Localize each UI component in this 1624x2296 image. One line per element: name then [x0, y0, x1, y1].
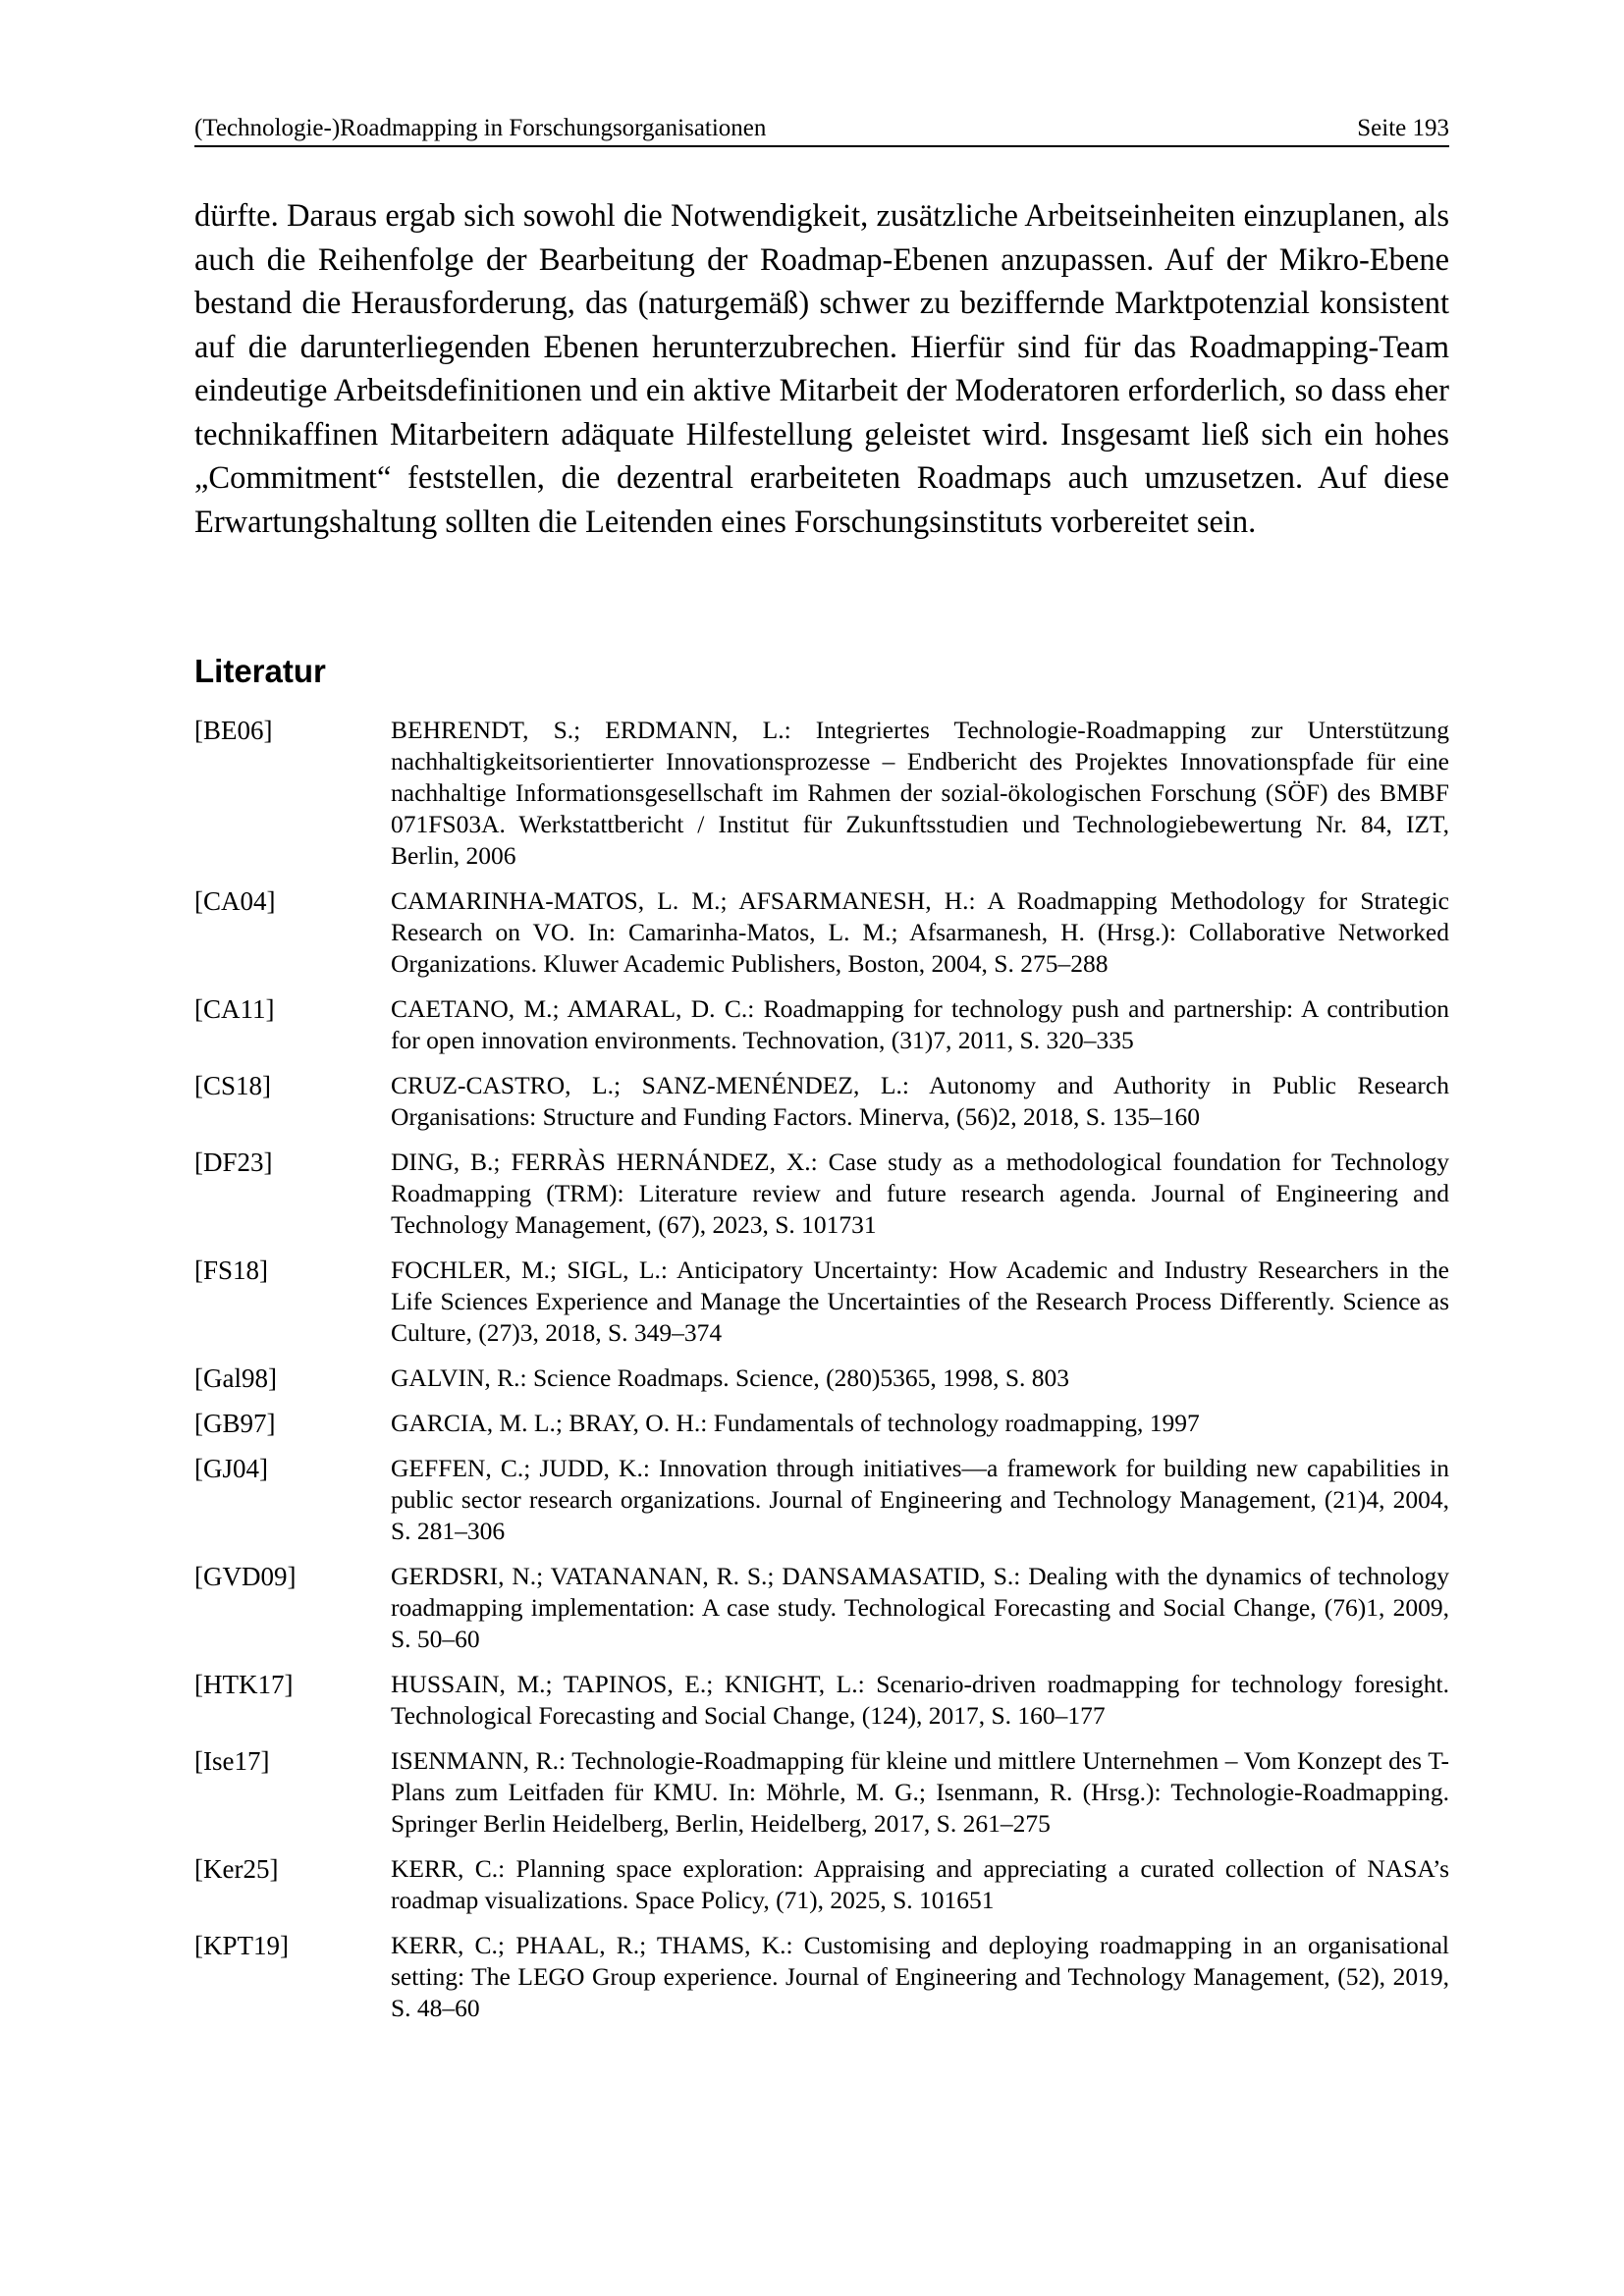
reference-key: [GB97]	[194, 1409, 276, 1438]
reference-text: KERR, C.; PHAAL, R.; THAMS, K.: Customising and deploying roadmapping in an organisational setting: The LEGO Group experience. Journal of Engineering and Technology Management, (52), 2019, S. 48–60	[391, 1931, 1449, 2022]
reference-text: CAMARINHA-MATOS, L. M.; AFSARMANESH, H.: A Roadmapping Methodology for Strategic Research on VO. In: Camarinha-Matos, L. M.; Afsarmanesh, H. (Hrsg.): Collaborative Networked Organizations. Kluwer Academic Publishers, Boston, 2004, S. 275–288	[391, 886, 1449, 978]
reference-key: [Ise17]	[194, 1746, 270, 1776]
section-heading-literatur: Literatur	[194, 653, 326, 689]
reference-text: BEHRENDT, S.; ERDMANN, L.: Integriertes Technologie-Roadmapping zur Unterstützung nachhaltigkeitsorientierter Innovationsprozesse – Endbericht des Projektes Innovationspfade für eine nachhaltige Informationsgesellschaft im Rahmen der sozial-ökologischen Forschung (SÖF) des BMBF 071FS03A. Werkstattbericht / Institut für Zukunftsstudien und Technologiebewertung Nr. 84, IZT, Berlin, 2006	[391, 716, 1449, 870]
reference-text: GEFFEN, C.; JUDD, K.: Innovation through initiatives—a framework for building new capabilities in public sector research organizations. Journal of Engineering and Technology Management, (21)4, 2004, S. 281–306	[391, 1454, 1449, 1545]
reference-key: [BE06]	[194, 716, 273, 745]
running-header	[194, 110, 1449, 147]
reference-key: [FS18]	[194, 1255, 269, 1285]
reference-key: [GJ04]	[194, 1454, 268, 1483]
reference-text: GALVIN, R.: Science Roadmaps. Science, (280)5365, 1998, S. 803	[391, 1363, 1070, 1392]
reference-key: [KPT19]	[194, 1931, 289, 1960]
reference-key: [CS18]	[194, 1071, 272, 1100]
reference-entry	[194, 1669, 1449, 1732]
reference-text: DING, B.; FERRÀS HERNÁNDEZ, X.: Case study as a methodological foundation for Technology Roadmapping (TRM): Literature review and future research agenda. Journal of Engineering and Technology Management, (67), 2023, S. 101731	[391, 1148, 1449, 1239]
reference-key: [Gal98]	[194, 1363, 277, 1393]
reference-entry	[194, 1408, 1449, 1439]
body-paragraph: dürfte. Daraus ergab sich sowohl die Notwendigkeit, zusätzliche Arbeitseinheiten einzuplanen, als auch die Reihenfolge der Bearbeitung der Roadmap-Ebenen anzupassen. Auf der Mikro-Ebene bestand die Herausforderung, das (naturgemäß) schwer zu beziffernde Marktpotenzial konsistent auf die darunterliegenden Ebenen herunterzubrechen. Hierfür sind für das Roadmapping-Team eindeutige Arbeitsdefinitionen und ein aktive Mitarbeit der Moderatoren erforderlich, so dass eher technikaffinen Mitarbeitern adäquate Hilfestellung geleistet wird. Insgesamt ließ sich ein hohes „Commitment“ feststellen, die dezentral erarbeiteten Roadmaps auch umzusetzen. Auf diese Erwartungshaltung sollten die Leitenden eines Forschungsinstituts vorbereitet sein.	[194, 198, 1449, 540]
reference-entry	[194, 1453, 1449, 1547]
reference-entry	[194, 1745, 1449, 1840]
reference-entry	[194, 1561, 1449, 1655]
reference-entry	[194, 715, 1449, 872]
reference-key: [CA11]	[194, 994, 275, 1024]
reference-key: [CA04]	[194, 886, 276, 916]
reference-entry	[194, 1853, 1449, 1916]
reference-key: [DF23]	[194, 1148, 273, 1177]
reference-text: CAETANO, M.; AMARAL, D. C.: Roadmapping for technology push and partnership: A contribution for open innovation environments. Technovation, (31)7, 2011, S. 320–335	[391, 994, 1449, 1054]
reference-entry	[194, 993, 1449, 1056]
reference-text: GERDSRI, N.; VATANANAN, R. S.; DANSAMASATID, S.: Dealing with the dynamics of technology roadmapping implementation: A case study. Technological Forecasting and Social Change, (76)1, 2009, S. 50–60	[391, 1562, 1449, 1653]
reference-text: FOCHLER, M.; SIGL, L.: Anticipatory Uncertainty: How Academic and Industry Researchers in the Life Sciences Experience and Manage the Uncertainties of the Research Process Differently. Science as Culture, (27)3, 2018, S. 349–374	[391, 1255, 1449, 1347]
reference-entry	[194, 1362, 1449, 1394]
reference-entry	[194, 1147, 1449, 1241]
reference-text: GARCIA, M. L.; BRAY, O. H.: Fundamentals of technology roadmapping, 1997	[391, 1409, 1200, 1437]
reference-text: HUSSAIN, M.; TAPINOS, E.; KNIGHT, L.: Scenario-driven roadmapping for technology foresight. Technological Forecasting and Social Change, (124), 2017, S. 160–177	[391, 1670, 1449, 1730]
reference-entry	[194, 1070, 1449, 1133]
reference-text: KERR, C.: Planning space exploration: Appraising and appreciating a curated collection of NASA’s roadmap visualizations. Space Policy, (71), 2025, S. 101651	[391, 1854, 1449, 1914]
reference-text: CRUZ-CASTRO, L.; SANZ-MENÉNDEZ, L.: Autonomy and Authority in Public Research Organisations: Structure and Funding Factors. Minerva, (56)2, 2018, S. 135–160	[391, 1071, 1449, 1131]
reference-entry	[194, 1255, 1449, 1349]
reference-entry	[194, 1930, 1449, 2024]
page-number: Seite 193	[1357, 115, 1449, 141]
reference-list	[194, 715, 1449, 2038]
reference-key: [HTK17]	[194, 1670, 294, 1699]
running-title: (Technologie-)Roadmapping in Forschungsorganisationen	[194, 115, 767, 141]
reference-entry	[194, 885, 1449, 980]
reference-key: [Ker25]	[194, 1854, 279, 1884]
reference-text: ISENMANN, R.: Technologie-Roadmapping für kleine und mittlere Unternehmen – Vom Konzept des T-Plans zum Leitfaden für KMU. In: Möhrle, M. G.; Isenmann, R. (Hrsg.): Technologie-Roadmapping. Springer Berlin Heidelberg, Berlin, Heidelberg, 2017, S. 261–275	[391, 1746, 1449, 1838]
reference-key: [GVD09]	[194, 1562, 297, 1591]
